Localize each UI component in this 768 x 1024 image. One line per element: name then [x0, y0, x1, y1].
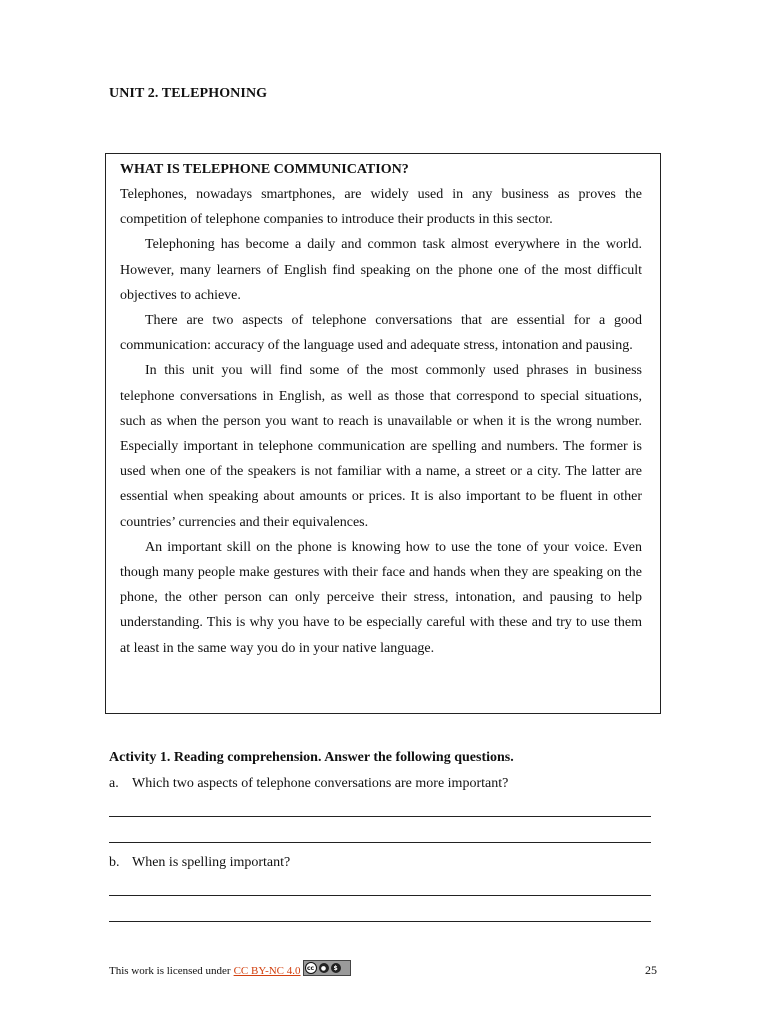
by-icon: ● — [319, 963, 329, 973]
reading-paragraph: There are two aspects of telephone conversations that are essential for a good communication: accuracy of the language used and adequate stress, intonation and pausing. — [120, 313, 642, 354]
reading-title: WHAT IS TELEPHONE COMMUNICATION? — [120, 162, 409, 177]
answer-line[interactable] — [109, 895, 651, 896]
license-link[interactable]: CC BY-NC 4.0 — [233, 965, 301, 977]
reading-paragraph: Telephones, nowadays smartphones, are widely used in any business as proves the competition of telephone companies to introduce their products in this sector. — [120, 187, 642, 228]
question-a — [109, 774, 654, 794]
cc-license-badge[interactable] — [303, 960, 351, 976]
question-letter: a. — [109, 776, 119, 791]
answer-line[interactable] — [109, 816, 651, 817]
footer — [109, 962, 659, 978]
cc-icon: cc — [305, 962, 317, 974]
page-number: 25 — [645, 963, 657, 977]
reading-paragraph: Telephoning has become a daily and common task almost everywhere in the world. However, many learners of English find speaking on the phone one of the most difficult objectives to achieve. — [120, 237, 642, 303]
question-letter: b. — [109, 855, 120, 870]
question-text: Which two aspects of telephone conversations are more important? — [132, 776, 509, 791]
activity-section — [109, 748, 654, 922]
question-b — [109, 853, 654, 873]
answer-line[interactable] — [109, 921, 651, 922]
activity-title: Activity 1. Reading comprehension. Answer the following questions. — [109, 750, 514, 765]
reading-paragraph: An important skill on the phone is knowing how to use the tone of your voice. Even though many people make gestures with their face and hands when they are speaking on the phone, the other person can only perceive their stress, intonation, and pausing to help understanding. This is why you have to be especially careful with these and try to use them at least in the same way you do in your native language. — [120, 539, 642, 656]
unit-title: UNIT 2. TELEPHONING — [109, 86, 268, 101]
question-text: When is spelling important? — [132, 855, 291, 870]
license-text: This work is licensed under — [109, 965, 231, 977]
reading-paragraph: In this unit you will find some of the most commonly used phrases in business telephone conversations in English, as well as those that correspond to special situations, such as when the person you want to reach is unavailable or when it is the wrong number. Especially important in telephone communication are spelling and numbers. The former is used when one of the speakers is not familiar with a name, a street or a city. The latter are essential when speaking about amounts or prices. It is also important to be fluent in other countries’ currencies and their equivalences. — [120, 363, 642, 530]
nc-icon: $ — [331, 963, 341, 973]
reading-box — [105, 153, 661, 714]
answer-line[interactable] — [109, 842, 651, 843]
